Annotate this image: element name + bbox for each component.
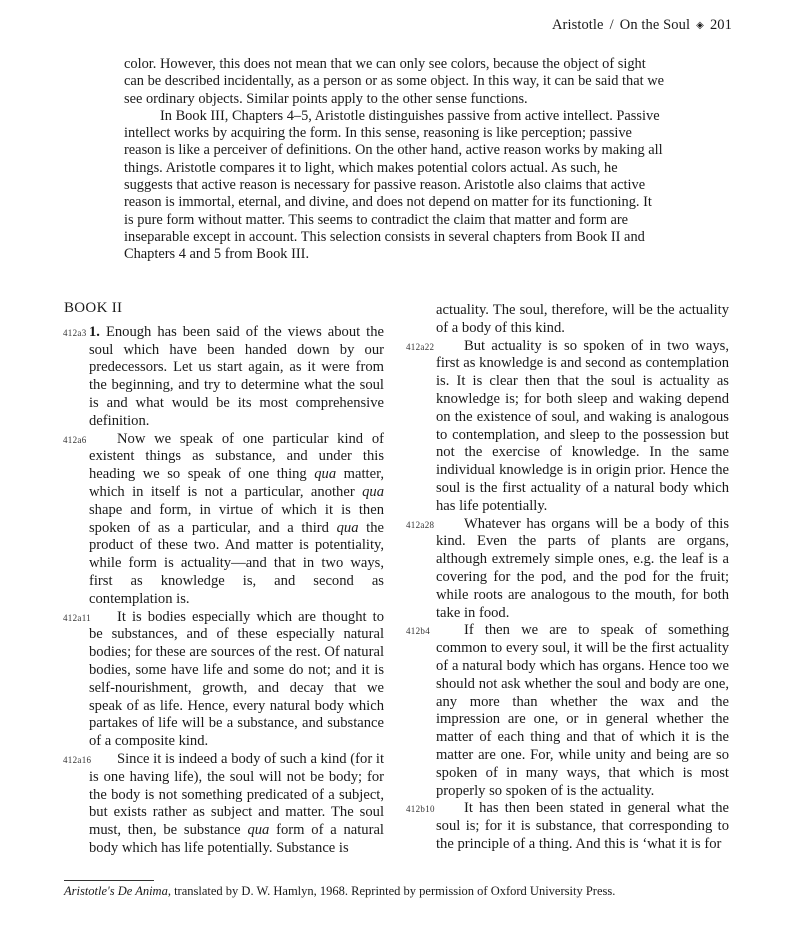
emphasis: qua — [362, 483, 384, 500]
footnote — [64, 884, 615, 899]
bekker-reference: 412a28 — [406, 519, 435, 530]
paragraph-text: form of a natural body which has life potentially. Substance is — [89, 822, 384, 856]
bekker-reference: 412a22 — [406, 341, 435, 352]
ornament-icon: ◈ — [696, 20, 704, 31]
text-paragraph — [436, 302, 729, 338]
left-column — [64, 300, 384, 858]
intro-paragraph-1: color. However, this does not mean that we can only see colors, because the object of sight can be described incidentally, as a person or as some object. In this way, it can be said that we see ordinary objects. Similar points apply to the other sense functions. — [124, 56, 664, 107]
footnote-rule — [64, 880, 154, 881]
running-head-separator: / — [609, 17, 614, 33]
emphasis: qua — [336, 519, 359, 536]
bekker-reference: 412b4 — [406, 626, 430, 637]
paragraph-text: If then we are to speak of something common to every soul, it will be the first actuality of a natural body which has organs. Hence too we should not ask whether the soul and body are one, any more than whether the wax and the impression are one, or in general whether the matter of each thing and that of which it is the matter are one. For, while unity and being are so spoken of in many ways, that which is most properly so spoken of is the actuality. — [436, 622, 729, 799]
bekker-reference: 412a6 — [63, 434, 87, 445]
right-column — [406, 302, 729, 854]
text-paragraph — [64, 431, 384, 609]
book-heading: BOOK II — [64, 300, 123, 316]
paragraph-text: It is bodies especially which are thought to be substances, and of these especially natural bodies; for these are sources of the rest. Of natural bodies, some have life and some do not; and it is self-nourishment, growth, and decay that we speak of as life. Hence, every natural body which partakes of life will be a substance, and substance of a composite kind. — [89, 608, 384, 750]
bekker-reference: 412a3 — [63, 327, 87, 338]
paragraph-text: shape and form, in virtue of which it is then spoken of as a particular, and a third — [89, 501, 384, 536]
emphasis: qua — [247, 822, 270, 839]
paragraph-text: Whatever has organs will be a body of this kind. Even the parts of plants are organs, although extremely simple ones, e.g. the leaf is a covering for the pod, and the pod for the fruit; while roots are analogous to the mouth, for both take in food. — [436, 515, 729, 621]
paragraph-text: Enough has been said of the views about the soul which have been handed down by our predecessors. Let us start again, as it were from the beginning, and try to determine what the soul is and what would be its most comprehensive definition. — [89, 323, 384, 429]
chapter-number: 1. — [89, 323, 100, 340]
text-paragraph — [64, 324, 384, 431]
text-paragraph — [406, 515, 729, 623]
intro-paragraph-2: In Book III, Chapters 4–5, Aristotle distinguishes passive from active intellect. Passive intellect works by acquiring the form. In this sense, reasoning is like perception; passive reason is like a perceiver of definitions. On the other hand, active reason works by making all things. Aristotle compares it to light, which makes potential colors actual. As such, he suggests that active reason is necessary for passive reason. Aristotle also claims that active reason is immortal, eternal, and divine, and does not depend on matter for its functioning. It is pure form without matter. This seems to contradict the claim that matter and form are inseparable except in account. This selection consists in several chapters from Book II and Chapters 4 and 5 from Book III. — [124, 107, 663, 263]
paragraph-text: the product of these two. And matter is potentiality, while form is actuality—and that in two ways, first as knowledge is, and second as contemplation is. — [89, 519, 384, 607]
paragraph-text: But actuality is so spoken of in two ways, first as knowledge is and second as contemplation is. It is clear then that the soul is actuality as knowledge is; for both sleep and waking depend on the existence of soul, and waking is analogous to contemplation, and sleep to the possession but not the exercise of knowledge. In the same individual knowledge is in origin prior. Hence the soul is the first actuality of a natural body which has life potentially. — [436, 337, 729, 514]
bekker-reference: 412a11 — [63, 612, 91, 623]
paragraph-text: It has then been stated in general what the soul is; for it is substance, that corresponding to the principle of a thing. And this is ‘what it is for — [436, 800, 729, 852]
bekker-reference: 412b10 — [406, 804, 435, 815]
running-head-author: Aristotle — [551, 17, 604, 33]
introduction — [124, 56, 664, 264]
running-head — [552, 17, 732, 34]
text-paragraph — [406, 800, 729, 853]
emphasis: qua — [314, 466, 337, 483]
paragraph-text: Now we speak of one particular kind of existent things as substance, and under this heading we so speak of one thing — [89, 430, 384, 483]
paragraph-text: matter, which in itself is not a particular, another — [89, 466, 384, 500]
text-paragraph — [406, 622, 729, 800]
paragraph-text: Since it is indeed a body of such a kind (for it is one having life), the soul will not be body; for the body is not something predicated of a subject, but exists rather as subject and matter. The soul must, then, be substance — [89, 750, 384, 839]
paragraph-text: actuality. The soul, therefore, will be the actuality of a body of this kind. — [436, 302, 729, 336]
page-number: 201 — [709, 17, 732, 33]
footnote-text: , translated by D. W. Hamlyn, 1968. Reprinted by permission of Oxford University Press. — [167, 884, 616, 898]
bekker-reference: 412a16 — [63, 754, 92, 765]
footnote-title: Aristotle's De Anima — [64, 884, 168, 898]
text-paragraph — [64, 609, 384, 751]
text-paragraph — [64, 751, 384, 858]
running-head-title: On the Soul — [619, 17, 691, 33]
text-paragraph — [406, 337, 729, 516]
